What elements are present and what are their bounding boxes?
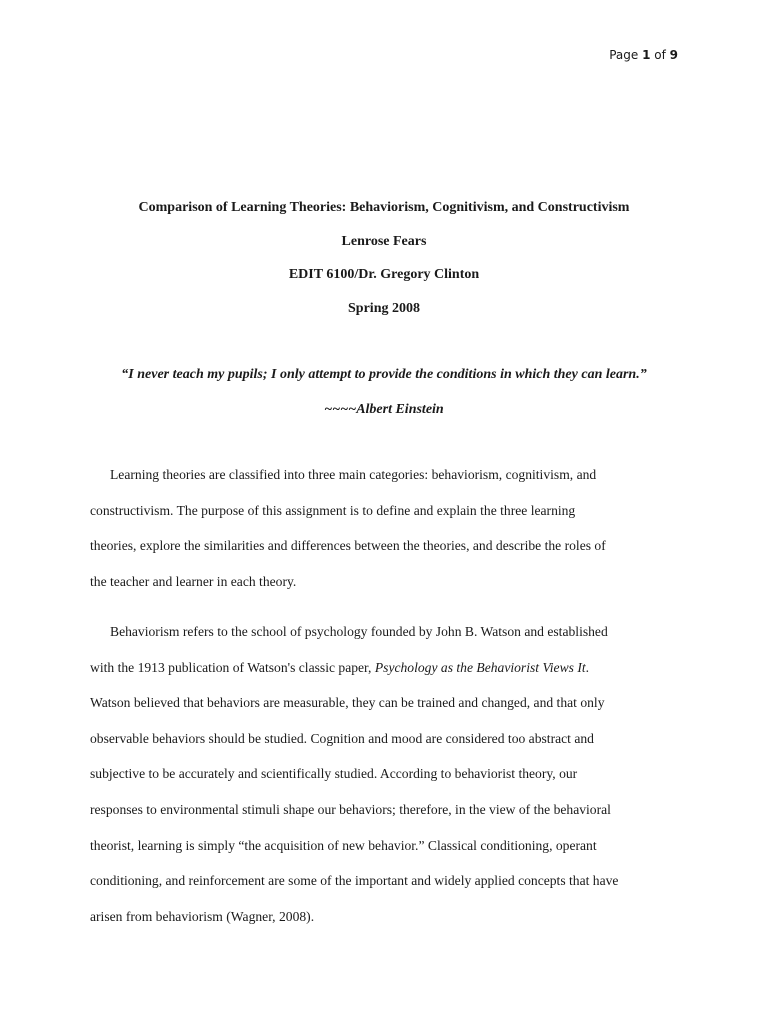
paragraph-line: subjective to be accurately and scientifically studied. According to behaviorist theory, our [90, 766, 578, 782]
epigraph-quote: “I never teach my pupils; I only attempt to provide the conditions in which they can learn.” [121, 367, 647, 382]
paragraph-line: theories, explore the similarities and differences between the theories, and describe the roles of [90, 538, 606, 554]
page-total: 9 [669, 48, 678, 62]
paragraph-line: arisen from behaviorism (Wagner, 2008). [90, 908, 315, 924]
page-current: 1 [642, 48, 651, 62]
paragraph-line [90, 650, 678, 686]
term: Spring 2008 [348, 301, 420, 316]
paragraph-behaviorism [90, 614, 678, 934]
paragraph-text: . [585, 659, 590, 675]
paragraph-line: constructivism. The purpose of this assignment is to define and explain the three learning [90, 502, 576, 518]
paragraph-line: the teacher and learner in each theory. [90, 573, 297, 589]
author-name: Lenrose Fears [341, 234, 427, 249]
paragraph-line: Learning theories are classified into three main categories: behaviorism, cognitivism, and [110, 467, 597, 482]
paragraph-line: conditioning, and reinforcement are some of the important and widely applied concepts that have [90, 873, 619, 889]
paragraph-line: observable behaviors should be studied. Cognition and mood are considered too abstract and [90, 730, 594, 746]
paragraph-intro [90, 457, 678, 599]
paragraph-text: with the 1913 publication of Watson's classic paper, [90, 659, 375, 675]
paragraph-line: Watson believed that behaviors are measurable, they can be trained and changed, and that only [90, 695, 605, 711]
page-number [609, 48, 678, 62]
paper-title: Comparison of Learning Theories: Behaviorism, Cognitivism, and Constructivism [138, 200, 630, 215]
epigraph-attribution: ~~~~Albert Einstein [324, 402, 444, 417]
paragraph-line: responses to environmental stimuli shape our behaviors; therefore, in the view of the behavioral [90, 801, 611, 817]
page-of: of [650, 48, 670, 62]
cited-work-title: Psychology as the Behaviorist Views It [374, 659, 586, 675]
paragraph-line: Behaviorism refers to the school of psychology founded by John B. Watson and established [110, 624, 608, 639]
paragraph-line: theorist, learning is simply “the acquisition of new behavior.” Classical conditioning, operant [90, 837, 597, 853]
course-instructor: EDIT 6100/Dr. Gregory Clinton [288, 267, 480, 282]
page-label: Page [609, 48, 643, 62]
